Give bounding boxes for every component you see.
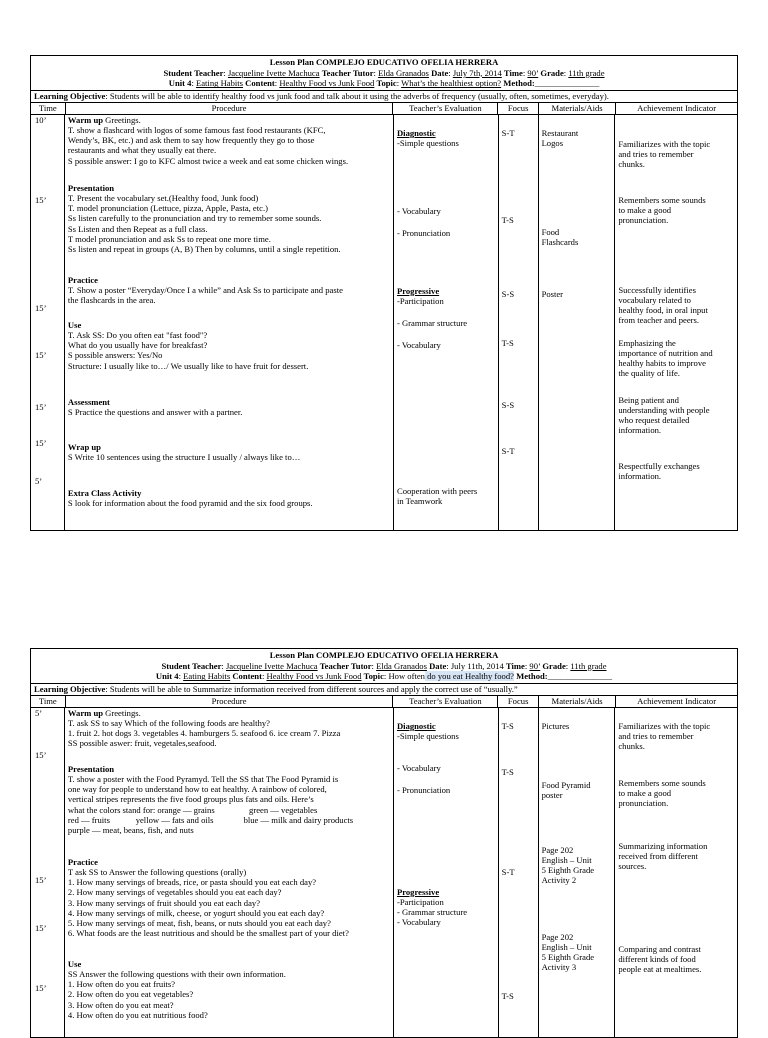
plan-info-line: Student Teacher: Jacqueline Ivette Machuca Teacher Tutor: Elda Granados Date: July 7th, 2014 Time: 90’ Grade: 11th grade: [163, 67, 605, 78]
focus-cell: S-S: [501, 289, 515, 299]
time-cell: 5’: [35, 708, 43, 718]
focus-cell: T-S: [501, 338, 514, 348]
time-column: [31, 707, 65, 1037]
achievement-line: different kinds of food: [618, 954, 696, 965]
eval-item: -Participation: [396, 897, 444, 908]
achievement-line: importance of nutrition and: [618, 348, 713, 359]
section-line: one way for people to understand how to eat healthy. A rainbow of colored,: [67, 784, 327, 795]
section-line: Structure: I usually like to…/ We usually like to have fruit for dessert.: [67, 360, 309, 371]
student-teacher-name: Jacqueline Ivette Machuca: [225, 660, 318, 671]
achievement-line: Summarizing information: [618, 841, 708, 851]
section-line: T ask SS to Answer the following questions (orally): [67, 867, 247, 878]
section-line: restaurants and what they usually eat there.: [67, 145, 217, 156]
materials-page-activity-3: [542, 932, 612, 973]
material-line: 5 Eighth Grade: [541, 865, 595, 876]
section-heading: Presentation: [67, 183, 115, 193]
section-line: 3. How many servings of fruit should you eat each day?: [67, 897, 261, 908]
diagnostic-block: [397, 721, 495, 741]
material-line: Page 202: [541, 932, 574, 942]
student-teacher-label: Student Teacher: [163, 67, 224, 78]
focus-cell: S-T: [501, 128, 515, 138]
achievement-item: [618, 778, 734, 808]
section-line: T. model pronunciation (Lettuce, pizza, Apple, Pasta, etc.): [67, 203, 268, 214]
material-line: Logos: [541, 138, 564, 149]
progressive-label: Progressive: [396, 286, 440, 296]
eval-item: - Vocabulary: [396, 917, 441, 928]
achievement-line: chunks.: [618, 159, 645, 170]
warmup-section: [68, 115, 390, 166]
col-achievement: Achievement Indicator: [637, 696, 717, 707]
focus-cell: S-T: [501, 446, 515, 456]
plan-title: Lesson Plan COMPLEJO EDUCATIVO OFELIA HERRERA: [269, 650, 499, 660]
diagnostic-label: Diagnostic: [396, 721, 436, 731]
grade-label: Grade: [542, 660, 566, 671]
topic-value: What’s the healthiest option?: [401, 78, 502, 89]
topic-label: Topic: [376, 78, 397, 89]
achievement-line: Familiarizes with the topic: [618, 721, 711, 731]
unit-value: Eating Habits: [183, 671, 231, 682]
materials-column: [539, 707, 616, 1037]
plan-unit-line: Unit 4: Eating Habits Content: Healthy Food vs Junk Food Topic: How often do you eat Healthy food? Method:_______________: [155, 671, 613, 682]
achievement-line: chunks.: [618, 741, 645, 752]
focus-column: [499, 114, 539, 530]
time-column: [31, 114, 65, 530]
section-line: T. Ask SS: Do you often eat "fast food"?: [67, 330, 208, 341]
eval-item: - Grammar structure: [396, 318, 468, 328]
material-line: 5 Eighth Grade: [541, 952, 595, 963]
eval-item: - Grammar structure: [396, 907, 468, 918]
presentation-section: [68, 764, 390, 835]
grade-value: 11th grade: [568, 67, 605, 78]
achievement-line: Remembers some sounds: [618, 778, 706, 788]
student-teacher-label: Student Teacher: [161, 660, 222, 671]
date-label: Date: [431, 67, 449, 78]
materials-flashcards: [542, 227, 612, 247]
grade-label: Grade: [540, 67, 564, 78]
section-line: What do you usually have for breakfast?: [67, 340, 208, 351]
section-heading: Warm up: [67, 708, 104, 718]
section-line: 4. How often do you eat nutritious food?: [67, 1009, 208, 1020]
section-heading: Assessment: [67, 397, 110, 407]
objective-label: Learning Objective: [34, 684, 106, 695]
materials-pyramid: [542, 780, 612, 800]
section-line: 4. How many servings of milk, cheese, or yogurt should you eat each day?: [67, 907, 325, 918]
materials-page-activity-2: [542, 845, 612, 886]
achievement-line: Respectfully exchanges: [618, 461, 700, 471]
section-heading: Extra Class Activity: [67, 488, 142, 498]
col-achievement: Achievement Indicator: [637, 103, 717, 114]
section-line: vertical stripes represents the five food groups plus fats and oils. Here’s: [67, 794, 314, 805]
material-line: English – Unit: [541, 942, 592, 953]
col-focus: Focus: [498, 696, 539, 707]
achievement-line: and tries to remember: [618, 731, 694, 742]
materials-pictures: Pictures: [541, 721, 570, 731]
achievement-line: sources.: [618, 861, 647, 872]
practice-section: [68, 857, 390, 938]
col-procedure: Procedure: [66, 696, 394, 707]
material-line: Activity 3: [541, 962, 577, 973]
time-value: 90’: [527, 67, 539, 78]
achievement-item: [618, 461, 734, 481]
section-line: T. show a flashcard with logos of some famous fast food restaurants (KFC,: [67, 125, 326, 136]
section-heading: Use: [67, 320, 82, 330]
section-line: 1. How many servings of breads, rice, or pasta should you eat each day?: [67, 877, 317, 888]
objective-label: Learning Objective: [34, 91, 106, 102]
time-cell: 15’: [35, 750, 47, 760]
section-line: red — fruits yellow — fats and oils blue — milk and dairy products: [67, 814, 354, 825]
section-line: T. ask SS to say Which of the following foods are healthy?: [67, 718, 270, 729]
unit-value: Eating Habits: [195, 78, 244, 89]
section-line: SS Answer the following questions with their own information.: [67, 969, 286, 980]
plan-info-line: Student Teacher: Jacqueline Ivette Machuca Teacher Tutor: Elda Granados Date: July 11th, 2014 Time: 90’ Grade: 11th grade: [161, 660, 607, 671]
presentation-section: [68, 183, 390, 254]
material-line: Page 202: [541, 845, 574, 855]
focus-cell: T-S: [501, 215, 514, 225]
material-line: Flashcards: [541, 237, 579, 248]
time-cell: 15’: [35, 983, 47, 993]
eval-item: -Simple questions: [396, 138, 459, 149]
eval-item: - Vocabulary: [396, 763, 441, 773]
achievement-item: [618, 285, 734, 326]
col-materials: Materials/Aids: [539, 696, 616, 707]
col-materials: Materials/Aids: [539, 103, 616, 114]
wrapup-section: [68, 442, 390, 462]
plan-body: [31, 707, 737, 1037]
learning-objective: Learning Objective: Students will be able to identify healthy food vs junk food and talk about it using the adverbs of frequency (usually, often, sometimes, everyday).: [31, 91, 737, 103]
evaluation-column: [394, 707, 499, 1037]
col-time: Time: [31, 696, 66, 707]
time-cell: 15’: [35, 923, 47, 933]
lesson-plan-2: [30, 648, 738, 1038]
time-cell: 10’: [35, 115, 47, 125]
eval-item: in Teamwork: [396, 496, 443, 507]
achievement-line: information.: [618, 471, 662, 482]
diagnostic-label: Diagnostic: [396, 128, 436, 138]
section-line: 6. What foods are the least nutritious and should be the smallest part of your diet?: [67, 927, 349, 938]
col-evaluation: Teacher’s Evaluation: [393, 103, 498, 114]
method-label: Method:: [503, 78, 535, 89]
objective-text: Students will be able to Summarize information received from different sources and apply the correct use of “usually.”: [109, 684, 518, 695]
tutor-label: Teacher Tutor: [319, 660, 372, 671]
achievement-line: vocabulary related to: [618, 295, 691, 306]
achievement-line: Familiarizes with the topic: [618, 139, 711, 149]
section-line: Greetings.: [105, 115, 141, 125]
achievement-line: understanding with people: [618, 405, 710, 416]
achievement-line: received from different: [618, 851, 698, 862]
time-cell: 15’: [35, 402, 47, 412]
achievement-item: [618, 944, 734, 974]
achievement-line: pronunciation.: [618, 798, 669, 809]
material-line: Food: [541, 227, 560, 237]
achievement-column: [615, 114, 737, 530]
objective-text: Students will be able to identify healthy food vs junk food and talk about it using the adverbs of frequency (usually, often, sometimes, everyday).: [109, 91, 609, 102]
section-line: 1. How often do you eat fruits?: [67, 979, 176, 990]
section-heading: Practice: [67, 857, 98, 867]
progressive-block: [397, 887, 495, 928]
use-section: [68, 959, 390, 1020]
materials-column: [539, 114, 616, 530]
achievement-item: [618, 721, 734, 751]
plan-body: [31, 114, 737, 530]
eval-item: - Vocabulary: [396, 206, 441, 216]
topic-value: How often: [388, 671, 425, 682]
time-cell: 15’: [35, 195, 47, 205]
achievement-line: information.: [618, 425, 662, 436]
section-line: 5. How many servings of meat, fish, beans, or nuts should you eat each day?: [67, 917, 331, 928]
practice-section: [68, 275, 390, 305]
date-label: Date: [429, 660, 447, 671]
section-line: Wendy’s, BK, etc.) and ask them to say how frequently they go to those: [67, 135, 315, 146]
eval-item: - Vocabulary: [396, 340, 441, 350]
learning-objective: Learning Objective: Students will be able to Summarize information received from different sources and apply the correct use of “usually.”: [31, 684, 737, 696]
section-heading: Use: [67, 959, 82, 969]
time-cell: 15’: [35, 350, 47, 360]
material-line: English – Unit: [541, 855, 592, 866]
achievement-line: healthy food, in oral input: [618, 305, 708, 316]
time-cell: 5’: [35, 476, 43, 486]
col-procedure: Procedure: [66, 103, 394, 114]
focus-column: [499, 707, 539, 1037]
section-line: Ss listen carefully to the pronunciation and try to remember some sounds.: [67, 213, 322, 224]
section-line: Ss listen and repeat in groups (A, B) Then by columns, until a single repetition.: [67, 243, 341, 254]
achievement-item: [618, 395, 734, 436]
section-line: purple — meat, beans, fish, and nuts: [67, 824, 194, 835]
achievement-line: to make a good: [618, 788, 672, 799]
section-line: S possible answers: Yes/No: [67, 350, 163, 361]
materials-poster: Poster: [541, 289, 564, 299]
student-teacher-name: Jacqueline Ivette Machuca: [227, 67, 320, 78]
method-value: _______________: [547, 671, 613, 682]
col-evaluation: Teacher’s Evaluation: [393, 696, 498, 707]
achievement-item: [618, 338, 734, 379]
achievement-line: Emphasizing the: [618, 338, 676, 348]
materials-logos: [542, 128, 612, 148]
achievement-line: healthy habits to improve: [618, 358, 706, 369]
focus-cell: S-S: [501, 400, 515, 410]
eval-item: -Participation: [396, 296, 444, 307]
section-line: SS possible aswer: fruit, vegetales,seafood.: [67, 738, 217, 749]
topic-label: Topic: [363, 671, 384, 682]
section-line: Ss Listen and then Repeat as a full class.: [67, 223, 208, 234]
section-line: T. Present the vocabulary set.(Healthy food, Junk food): [67, 193, 259, 204]
achievement-column: [615, 707, 737, 1037]
section-line: 1. fruit 2. hot dogs 3. vegetables 4. hamburgers 5. seafood 6. ice cream 7. Pizza: [67, 728, 341, 739]
assessment-section: [68, 397, 390, 417]
progressive-block: [397, 286, 495, 306]
focus-cell: T-S: [501, 991, 514, 1001]
diagnostic-block: [397, 128, 495, 148]
section-line: S Write 10 sentences using the structure I usually / always like to…: [67, 452, 301, 463]
achievement-item: [618, 841, 734, 871]
section-line: what the colors stand for: orange — grains green — vegetables: [67, 804, 318, 815]
date-value: July 7th, 2014: [452, 67, 502, 78]
plan-title: Lesson Plan COMPLEJO EDUCATIVO OFELIA HERRERA: [269, 57, 499, 67]
extra-class-section: [68, 488, 390, 508]
section-line: 3. How often do you eat meat?: [67, 999, 174, 1010]
time-cell: 15’: [35, 438, 47, 448]
focus-cell: S-T: [501, 867, 515, 877]
material-line: Activity 2: [541, 875, 577, 886]
achievement-line: who request detailed: [618, 415, 690, 426]
eval-item: - Pronunciation: [396, 785, 451, 795]
achievement-line: to make a good: [618, 205, 672, 216]
col-time: Time: [31, 103, 66, 114]
warmup-section: [68, 708, 390, 749]
plan-header: [31, 56, 737, 91]
focus-cell: T-S: [501, 721, 514, 731]
content-label: Content: [245, 78, 275, 89]
achievement-line: the quality of life.: [618, 368, 680, 379]
method-label: Method:: [516, 671, 548, 682]
evaluation-column: [394, 114, 499, 530]
achievement-line: from teacher and peers.: [618, 315, 699, 326]
tutor-label: Teacher Tutor: [321, 67, 374, 78]
achievement-line: pronunciation.: [618, 215, 669, 226]
date-value: July 11th, 2014: [450, 660, 504, 671]
section-line: Greetings.: [105, 708, 141, 718]
achievement-line: Successfully identifies: [618, 285, 696, 295]
eval-item: -Simple questions: [396, 731, 459, 742]
content-value: Healthy Food vs Junk Food: [266, 671, 362, 682]
use-section: [68, 320, 390, 371]
section-heading: Presentation: [67, 764, 115, 774]
section-line: S Practice the questions and answer with a partner.: [67, 407, 243, 418]
method-value: _______________: [534, 78, 600, 89]
focus-cell: T-S: [501, 767, 514, 777]
eval-item: Cooperation with peers: [396, 486, 478, 496]
section-heading: Wrap up: [67, 442, 101, 452]
achievement-item: [618, 139, 734, 169]
procedure-column: [65, 114, 394, 530]
cooperation-block: [397, 486, 495, 506]
content-label: Content: [232, 671, 262, 682]
plan-unit-line: Unit 4: Eating Habits Content: Healthy Food vs Junk Food Topic: What’s the healthiest option? Method:_______________: [168, 78, 600, 89]
topic-highlighted: do you eat Healthy food?: [424, 671, 514, 682]
grade-value: 11th grade: [570, 660, 607, 671]
section-heading: Practice: [67, 275, 98, 285]
achievement-line: Comparing and contrast: [618, 944, 701, 954]
lesson-plan-1: [30, 55, 738, 531]
material-line: Restaurant: [541, 128, 579, 138]
section-line: T. Show a poster “Everyday/Once I a while” and Ask Ss to participate and paste: [67, 285, 343, 296]
time-cell: 15’: [35, 303, 47, 313]
material-line: poster: [541, 790, 563, 801]
tutor-name: Elda Granados: [376, 660, 427, 671]
section-line: T model pronunciation and ask Ss to repeat one more time.: [67, 233, 271, 244]
plan-header: [31, 649, 737, 684]
tutor-name: Elda Granados: [378, 67, 429, 78]
achievement-line: Remembers some sounds: [618, 195, 706, 205]
section-line: 2. How many servings of vegetables should you eat each day?: [67, 887, 282, 898]
time-value: 90’: [529, 660, 541, 671]
section-line: T. show a poster with the Food Pyramyd. Tell the SS that The Food Pyramid is: [67, 774, 339, 785]
section-line: S possible answer: I go to KFC almost twice a week and eat some chicken wings.: [67, 155, 349, 166]
progressive-label: Progressive: [396, 887, 440, 897]
material-line: Food Pyramid: [541, 780, 591, 790]
time-label: Time: [505, 660, 525, 671]
section-line: the flashcards in the area.: [67, 295, 156, 306]
section-line: 2. How often do you eat vegetables?: [67, 989, 194, 1000]
achievement-line: and tries to remember: [618, 149, 694, 160]
procedure-column: [65, 707, 394, 1037]
unit-label: Unit 4: [155, 671, 179, 682]
col-focus: Focus: [498, 103, 539, 114]
achievement-line: Being patient and: [618, 395, 679, 405]
time-label: Time: [503, 67, 523, 78]
time-cell: 15’: [35, 875, 47, 885]
unit-label: Unit 4: [168, 78, 192, 89]
achievement-item: [618, 195, 734, 225]
achievement-line: people eat at mealtimes.: [618, 964, 702, 975]
content-value: Healthy Food vs Junk Food: [279, 78, 375, 89]
eval-item: - Pronunciation: [396, 228, 451, 238]
section-heading: Warm up: [67, 115, 104, 125]
section-line: S look for information about the food pyramid and the six food groups.: [67, 498, 313, 509]
